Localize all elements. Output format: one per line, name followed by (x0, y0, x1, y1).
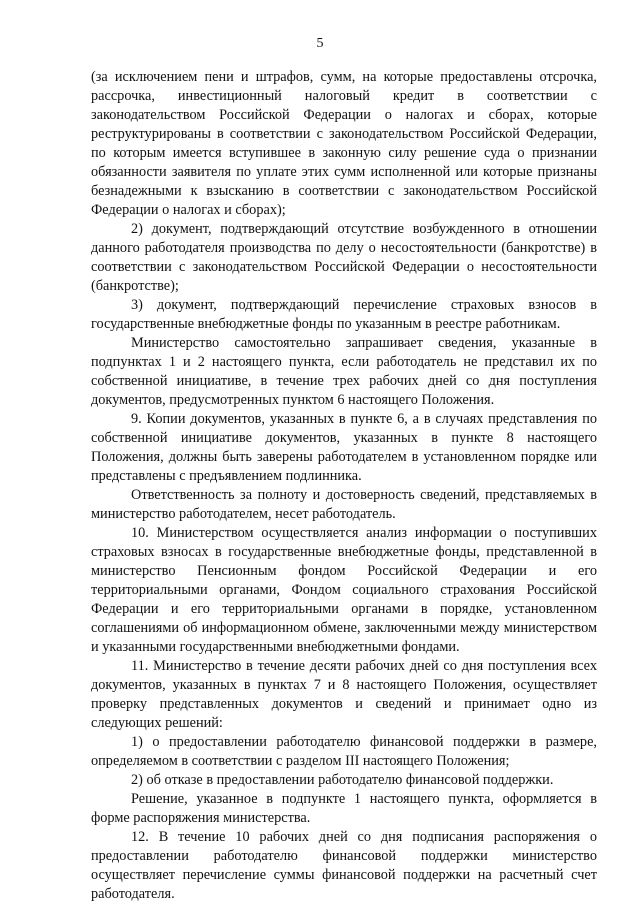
paragraph-ministry-request: Министерство самостоятельно запрашивает сведения, указанные в подпунктах 1 и 2 настоящего пункта, если работодатель не представил их по собственной инициативе, в течение трех рабочих дней со дня поступления документов, предусмотренных пунктом 6 настоящего Положения. (91, 335, 597, 408)
page-number: 5 (316, 36, 324, 51)
paragraph-decision-form: Решение, указанное в подпункте 1 настоящего пункта, оформляется в форме распоряжения министерства. (91, 791, 597, 826)
paragraph-responsibility: Ответственность за полноту и достоверность сведений, представляемых в министерство работодателем, несет работодатель. (91, 487, 597, 522)
paragraph-item-2: 2) документ, подтверждающий отсутствие возбужденного в отношении данного работодателя производства по делу о несостоятельности (банкротстве) в соответствии с законодательством Российской Федерации о несостоятельности (банкротстве); (91, 221, 597, 294)
document-body (91, 68, 597, 904)
paragraph-clause-12: 12. В течение 10 рабочих дней со дня подписания распоряжения о предоставлении работодателю финансовой поддержки министерство осуществляет перечисление суммы финансовой поддержки на расчетный счет работодателя. (91, 829, 597, 902)
paragraph-clause-9: 9. Копии документов, указанных в пункте 6, а в случаях представления по собственной инициативе документов, указанных в пункте 8 настоящего Положения, должны быть заверены работодателем в установленном порядке или представлены с предъявлением подлинника. (91, 411, 597, 484)
paragraph-item-3: 3) документ, подтверждающий перечисление страховых взносов в государственные внебюджетные фонды по указанным в реестре работникам. (91, 297, 597, 332)
paragraph-decision-2: 2) об отказе в предоставлении работодателю финансовой поддержки. (131, 772, 554, 788)
paragraph-clause-10: 10. Министерством осуществляется анализ информации о поступивших страховых взносах в государственные внебюджетные фонды, представленной в министерство Пенсионным фондом Российской Федерации и его территориальными органами, Фондом социального страхования Российской Федерации и его территориальными органами в порядке, установленном соглашениями об информационном обмене, заключенными между министерством и указанными государственными внебюджетными фондами. (91, 525, 597, 655)
paragraph-decision-1: 1) о предоставлении работодателю финансовой поддержки в размере, определяемом в соответствии с разделом III настоящего Положения; (91, 734, 597, 769)
paragraph-continuation: (за исключением пени и штрафов, сумм, на которые предоставлены отсрочка, рассрочка, инвестиционный налоговый кредит в соответствии с законодательством Российской Федерации о налогах и сборах, которые реструктурированы в соответствии с законодательством Российской Федерации, по которым имеется вступившее в законную силу решение суда о признании обязанности заявителя по уплате этих сумм исполненной или которые признаны безнадежными к взысканию в соответствии с законодательством Российской Федерации о налогах и сборах); (91, 69, 597, 218)
paragraph-clause-11: 11. Министерство в течение десяти рабочих дней со дня поступления всех документов, указанных в пунктах 7 и 8 настоящего Положения, осуществляет проверку представленных документов и сведений и принимает одно из следующих решений: (91, 658, 597, 731)
